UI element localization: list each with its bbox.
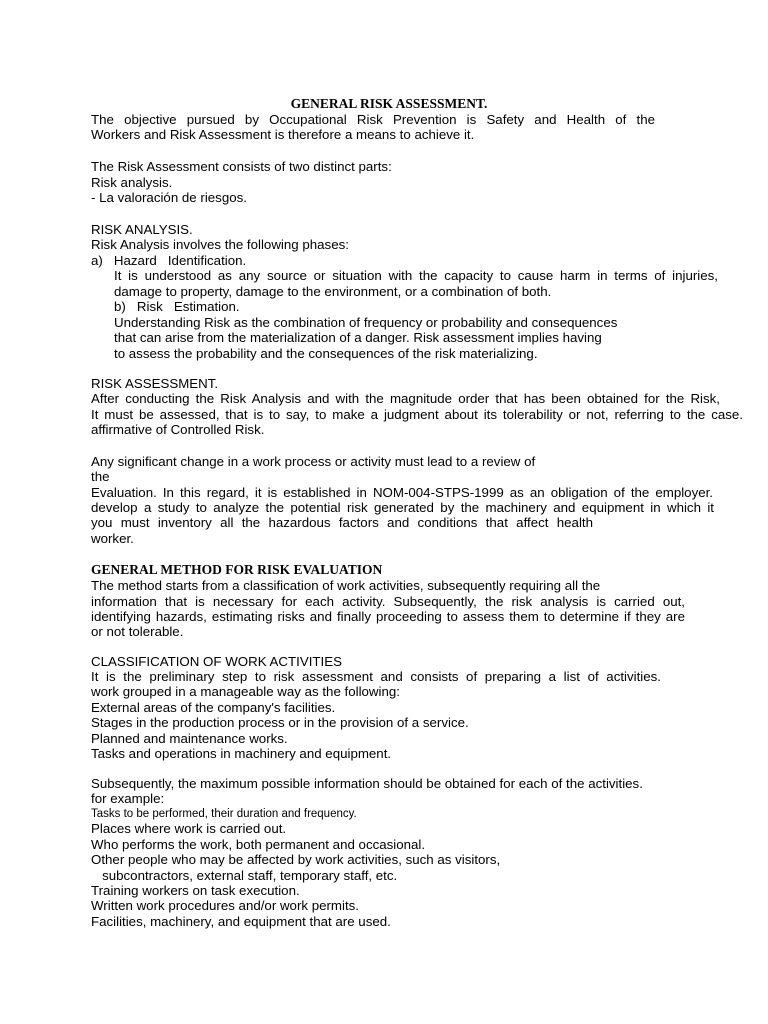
phases-intro: Risk Analysis involves the following phases: bbox=[91, 237, 349, 252]
classification-item: Planned and maintenance works. bbox=[91, 731, 288, 746]
intro-line: The objective pursued by Occupational Risk Prevention is Safety and Health of the bbox=[91, 112, 655, 127]
information-item: Places where work is carried out. bbox=[91, 821, 287, 836]
method-heading: GENERAL METHOD FOR RISK EVALUATION bbox=[91, 562, 383, 577]
parts-line: The Risk Assessment consists of two distinct parts: bbox=[91, 159, 392, 174]
information-item: Training workers on task execution. bbox=[91, 883, 300, 898]
method-text: information that is necessary for each activity. Subsequently, the risk analysis is carried out, bbox=[91, 594, 685, 609]
classification-text: It is the preliminary step to risk assessment and consists of preparing a list of activities. bbox=[91, 669, 661, 684]
classification-heading: CLASSIFICATION OF WORK ACTIVITIES bbox=[91, 654, 342, 669]
information-item: Written work procedures and/or work permits. bbox=[91, 898, 360, 913]
phase-b-label: b) Risk Estimation. bbox=[114, 299, 240, 314]
information-item: Other people who may be affected by work activities, such as visitors, bbox=[91, 852, 501, 867]
phase-b-text: to assess the probability and the consequences of the risk materializing. bbox=[114, 346, 538, 361]
method-text: identifying hazards, estimating risks and finally proceeding to assess them to determine if they are bbox=[91, 609, 685, 624]
risk-assessment-text: After conducting the Risk Analysis and with the magnitude order that has been obtained for the Risk, bbox=[91, 391, 720, 406]
change-text: Any significant change in a work process or activity must lead to a review of bbox=[91, 454, 536, 469]
method-text: The method starts from a classification of work activities, subsequently requiring all the bbox=[91, 578, 601, 593]
risk-assessment-text: It must be assessed, that is to say, to make a judgment about its tolerability or not, referring to the case. bbox=[91, 407, 743, 422]
information-item: Facilities, machinery, and equipment that are used. bbox=[91, 914, 391, 929]
classification-item: Tasks and operations in machinery and equipment. bbox=[91, 746, 392, 761]
document-title: GENERAL RISK ASSESSMENT. bbox=[290, 96, 488, 111]
parts-line: Risk analysis. bbox=[91, 175, 173, 190]
information-item: subcontractors, external staff, temporary staff, etc. bbox=[91, 868, 398, 883]
change-text: develop a study to analyze the potential risk generated by the machinery and equipment in which it bbox=[91, 500, 714, 515]
method-text: or not tolerable. bbox=[91, 624, 184, 639]
risk-assessment-heading: RISK ASSESSMENT. bbox=[91, 376, 219, 391]
risk-assessment-text: affirmative of Controlled Risk. bbox=[91, 422, 265, 437]
phase-b-text: Understanding Risk as the combination of frequency or probability and consequences bbox=[114, 315, 618, 330]
information-item: Who performs the work, both permanent and occasional. bbox=[91, 837, 426, 852]
classification-item: Stages in the production process or in the provision of a service. bbox=[91, 715, 469, 730]
phase-a-text: damage to property, damage to the environment, or a combination of both. bbox=[114, 284, 552, 299]
phase-a-label: a) Hazard Identification. bbox=[91, 253, 247, 268]
phase-b-text: that can arise from the materialization of a danger. Risk assessment implies having bbox=[114, 330, 602, 345]
parts-line: - La valoración de riesgos. bbox=[91, 190, 247, 205]
risk-analysis-heading: RISK ANALYSIS. bbox=[91, 222, 193, 237]
change-text: worker. bbox=[91, 531, 134, 546]
classification-text: work grouped in a manageable way as the following: bbox=[91, 684, 400, 699]
change-text: Evaluation. In this regard, it is established in NOM-004-STPS-1999 as an obligation of the employer. bbox=[91, 485, 713, 500]
change-text: you must inventory all the hazardous factors and conditions that affect health bbox=[91, 515, 593, 530]
phase-a-text: It is understood as any source or situation with the capacity to cause harm in terms of injuries, bbox=[114, 268, 718, 283]
information-item: Tasks to be performed, their duration and frequency. bbox=[91, 808, 357, 820]
intro-line: Workers and Risk Assessment is therefore a means to achieve it. bbox=[91, 127, 475, 142]
information-lead: for example: bbox=[91, 791, 165, 806]
change-text: the bbox=[91, 469, 110, 484]
classification-item: External areas of the company's facilities. bbox=[91, 700, 336, 715]
information-lead: Subsequently, the maximum possible information should be obtained for each of the activities. bbox=[91, 776, 643, 791]
